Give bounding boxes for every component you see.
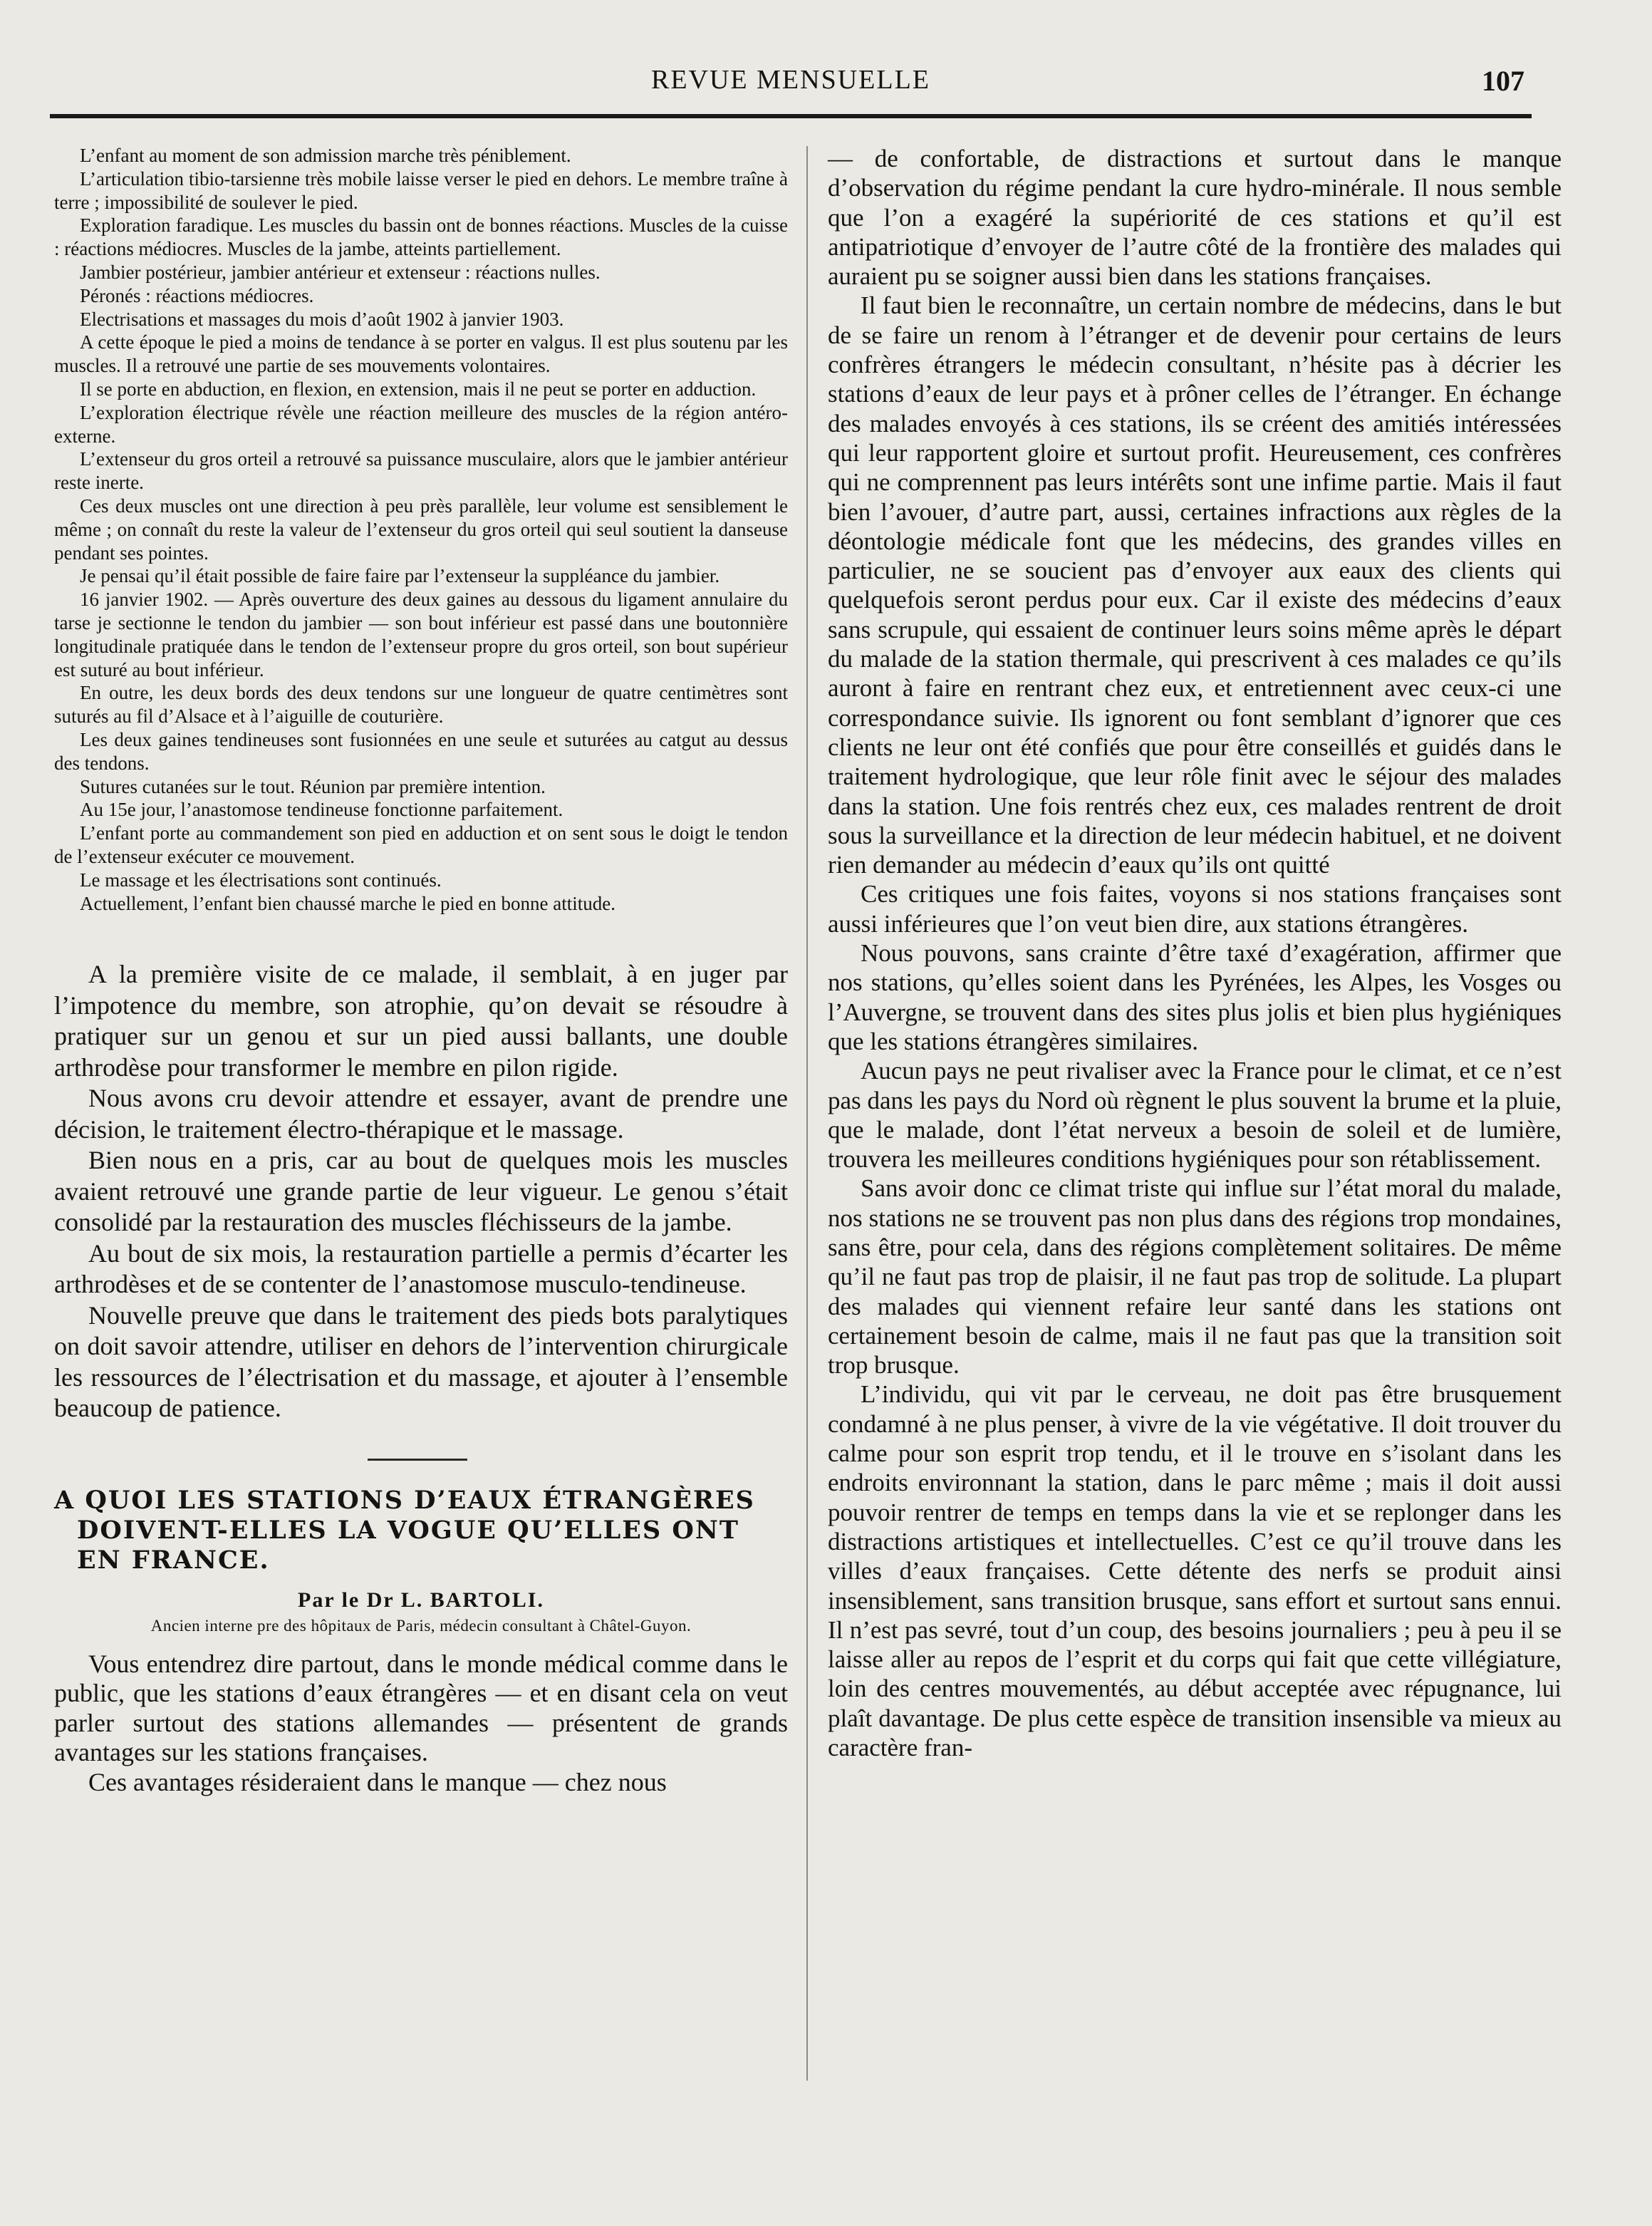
case-paragraph: L’exploration électrique révèle une réaction meilleure des muscles de la région antéro-externe. xyxy=(54,401,788,447)
case-paragraph: Les deux gaines tendineuses sont fusionnées en une seule et suturées au catgut au dessus des tendons. xyxy=(54,728,788,774)
case-paragraph: Sutures cutanées sur le tout. Réunion par première intention. xyxy=(80,775,546,797)
case-paragraph: Jambier postérieur, jambier antérieur et extenseur : réactions nulles. xyxy=(80,261,601,283)
commentary-paragraph: Bien nous en a pris, car au bout de quelques mois les muscles avaient retrouvé une grande partie de leur vigueur. Le genou s’était consolidé par la restauration des muscles fléchisseurs de la jambe. xyxy=(54,1146,788,1237)
article-paragraph: L’individu, qui vit par le cerveau, ne doit pas être brusquement condamné à ne plus penser, à vivre de la vie végétative. Il doit trouver du calme pour son esprit trop tendu, et il le trouve en s’isolant dans les endroits environnant la station, dans le parc même ; mais il doit aussi pouvoir rentrer de temps en temps dans la vie et se replonger dans les distractions artistiques et intellectuelles. C’est ce qu’il trouve dans les villes d’eaux françaises. Cette détente des nerfs se produit ainsi insensiblement, sans transition brusque, sans effort et surtout sans ennui. Il n’est pas sevré, tout d’un coup, des besoins journaliers ; peu à peu il se laisse aller au repos de l’esprit et du corps qui fait que cette villégiature, loin des centres mouvementés, au début acceptée avec répugnance, lui plaît davantage. De plus cette espèce de transition insensible va mieux au caractère fran- xyxy=(828,1380,1562,1762)
right-column xyxy=(828,144,1562,1762)
case-paragraph: Exploration faradique. Les muscles du bassin ont de bonnes réactions. Muscles de la cuisse : réactions médiocres. Muscles de la jambe, atteints partiellement. xyxy=(54,214,788,260)
article-paragraph: Ces avantages résideraient dans le manque — chez nous xyxy=(88,1767,667,1796)
article-paragraph: — de confortable, de distractions et surtout dans le manque d’observation du régime pendant la cure hydro-minérale. Il nous semble que l’on a exagéré la supériorité de ces stations et qu’il est antipatriotique d’envoyer de l’autre côté de la frontière des malades qui auraient pu se soigner aussi bien dans les stations françaises. xyxy=(828,145,1562,291)
article-paragraph: Il faut bien le reconnaître, un certain nombre de médecins, dans le but de se faire un renom à l’étranger et de devenir pour certains de leurs confrères étrangers le médecin consultant, n’hésite pas à décrier les stations d’eaux de leur pays et à prôner celles de l’étranger. En échange des malades envoyés à ces stations, ils se créent des amitiés intéressées qui leur rapportent gloire et surtout profit. Heureusement, ces confrères qui ne comprennent pas leurs intérêts sont une infime partie. Mais il faut bien l’avouer, d’autre part, aussi, certaines infractions aux règles de la déontologie médicale font que les médecins, des grandes villes en particulier, ne se soucient pas d’envoyer aux eaux des clients qui quelquefois seront perdus pour eux. Car il existe des médecins d’eaux sans scrupule, qui essaient de continuer leurs soins même après le départ du malade de la station thermale, qui prescrivent à ces malades ce qu’ils auront à faire en rentrant chez eux, et entretiennent avec ceux-ci une correspondance suivie. Ils ignorent ou font semblant d’ignorer que ces clients ne leur ont été confiés que pour être conseillés et guidés dans le traitement hydrologique, que leur rôle finit avec le séjour des malades dans la station. Une fois rentrés chez eux, ces malades rentrent de droit sous la surveillance et la direction de leur médecin habituel, et ne doivent rien demander au médecin d’eaux qu’ils ont quitté xyxy=(828,291,1562,879)
article-title: A QUOI LES STATIONS D’EAUX ÉTRANGÈRES DOIVENT-ELLES LA VOGUE QU’ELLES ONT EN FRANCE. xyxy=(54,1485,755,1575)
case-paragraph: Je pensai qu’il était possible de faire faire par l’extenseur la suppléance du jambier. xyxy=(80,565,720,587)
case-paragraph: Electrisations et massages du mois d’août 1902 à janvier 1903. xyxy=(80,308,564,330)
header-rule xyxy=(50,114,1532,118)
case-paragraph: L’enfant au moment de son admission marche très péniblement. xyxy=(80,145,571,166)
case-paragraph: L’enfant porte au commandement son pied en adduction et on sent sous le doigt le tendon de l’extenseur exécuter ce mouvement. xyxy=(54,822,788,867)
column-separator xyxy=(806,146,808,2081)
case-report xyxy=(54,144,788,915)
author-affiliation: Ancien interne pre des hôpitaux de Paris, médecin consultant à Châtel-Guyon. xyxy=(150,1616,692,1635)
case-paragraph: Le massage et les électrisations sont continués. xyxy=(80,869,442,891)
commentary-paragraph: Au bout de six mois, la restauration partielle a permis d’écarter les arthrodèses et de se contenter de l’anastomose musculo-tendineuse. xyxy=(54,1238,788,1299)
case-paragraph: Péronés : réactions médiocres. xyxy=(80,284,314,306)
divider-rule xyxy=(368,1459,467,1461)
article-byline: Par le Dr L. BARTOLI. xyxy=(298,1588,544,1612)
article-paragraph: Ces critiques une fois faites, voyons si nos stations françaises sont aussi inférieures que l’on veut bien dire, aux stations étrangères. xyxy=(828,880,1562,938)
article-body-left xyxy=(54,1650,788,1798)
case-paragraph: A cette époque le pied a moins de tendance à se porter en valgus. Il est plus soutenu par les muscles. Il a retrouvé une partie de ses mouvements volontaires. xyxy=(54,331,788,377)
case-paragraph: 16 janvier 1902. — Après ouverture des deux gaines au dessous du ligament annulaire du tarse je sectionne le tendon du jambier — son bout inférieur est passé dans une boutonnière longitudinale pratiquée dans le tendon de l’extenseur propre du gros orteil, son bout supérieur est suturé au bout inférieur. xyxy=(54,589,788,680)
case-paragraph: L’articulation tibio-tarsienne très mobile laisse verser le pied en dehors. Le membre traîne à terre ; impossibilité de soulever le pied. xyxy=(54,167,788,213)
journal-title: REVUE MENSUELLE xyxy=(650,65,931,95)
page-number: 107 xyxy=(1482,65,1524,97)
case-paragraph: Il se porte en abduction, en flexion, en extension, mais il ne peut se porter en adduction. xyxy=(80,378,757,400)
commentary xyxy=(54,959,788,1424)
case-paragraph: Au 15e jour, l’anastomose tendineuse fonctionne parfaitement. xyxy=(80,799,563,821)
case-paragraph: En outre, les deux bords des deux tendons sur une longueur de quatre centimètres sont suturés au fil d’Alsace et à l’aiguille de couturière. xyxy=(54,682,788,728)
section-divider xyxy=(54,1450,788,1471)
article-paragraph: Aucun pays ne peut rivaliser avec la France pour le climat, et ce n’est pas dans les pays du Nord où règnent le plus souvent la brume et la pluie, que le malade, dont l’état nerveux a besoin de soleil et de lumière, trouvera les meilleures conditions hygiéniques pour son rétablissement. xyxy=(828,1057,1562,1174)
article-paragraph: Nous pouvons, sans crainte d’être taxé d’exagération, affirmer que nos stations, qu’elles soient dans les Pyrénées, les Alpes, les Vosges ou l’Auvergne, se trouvent dans des sites plus jolis et bien plus hygiéniques que les stations étrangères similaires. xyxy=(828,939,1562,1055)
commentary-paragraph: A la première visite de ce malade, il semblait, à en juger par l’impotence du membre, son atrophie, qu’on devait se résoudre à pratiquer sur un genou et sur un pied aussi ballants, une double arthrodèse pour transformer le membre en pilon rigide. xyxy=(54,960,788,1082)
case-paragraph: Actuellement, l’enfant bien chaussé marche le pied en bonne attitude. xyxy=(80,892,615,914)
article-paragraph: Vous entendrez dire partout, dans le monde médical comme dans le public, que les stations d’eaux étrangères — et en disant cela on veut parler surtout des stations allemandes — présentent de grands avantages sur les stations françaises. xyxy=(54,1649,788,1767)
case-paragraph: Ces deux muscles ont une direction à peu près parallèle, leur volume est sensiblement le même ; on connaît du reste la valeur de l’extenseur du gros orteil qui seul soutient la danseuse pendant ses pointes. xyxy=(54,495,788,564)
article-paragraph: Sans avoir donc ce climat triste qui influe sur l’état moral du malade, nos stations ne se trouvent pas non plus dans des régions trop mondaines, sans être, pour cela, dans des régions complètement solitaires. De même qu’il ne faut pas trop de plaisir, il ne faut pas trop de solitude. La plupart des malades qui viennent refaire leur santé dans les stations ont certainement besoin de calme, mais il ne faut pas que la transition soit trop brusque. xyxy=(828,1174,1562,1379)
commentary-paragraph: Nous avons cru devoir attendre et essayer, avant de prendre une décision, le traitement électro-thérapique et le massage. xyxy=(54,1084,788,1144)
left-column xyxy=(54,144,788,1797)
running-head xyxy=(50,60,1532,103)
commentary-paragraph: Nouvelle preuve que dans le traitement des pieds bots paralytiques on doit savoir attendre, utiliser en dehors de l’intervention chirurgicale les ressources de l’électrisation et du massage, et ajouter à l’ensemble beaucoup de patience. xyxy=(54,1300,788,1423)
case-paragraph: L’extenseur du gros orteil a retrouvé sa puissance musculaire, alors que le jambier antérieur reste inerte. xyxy=(54,448,788,494)
